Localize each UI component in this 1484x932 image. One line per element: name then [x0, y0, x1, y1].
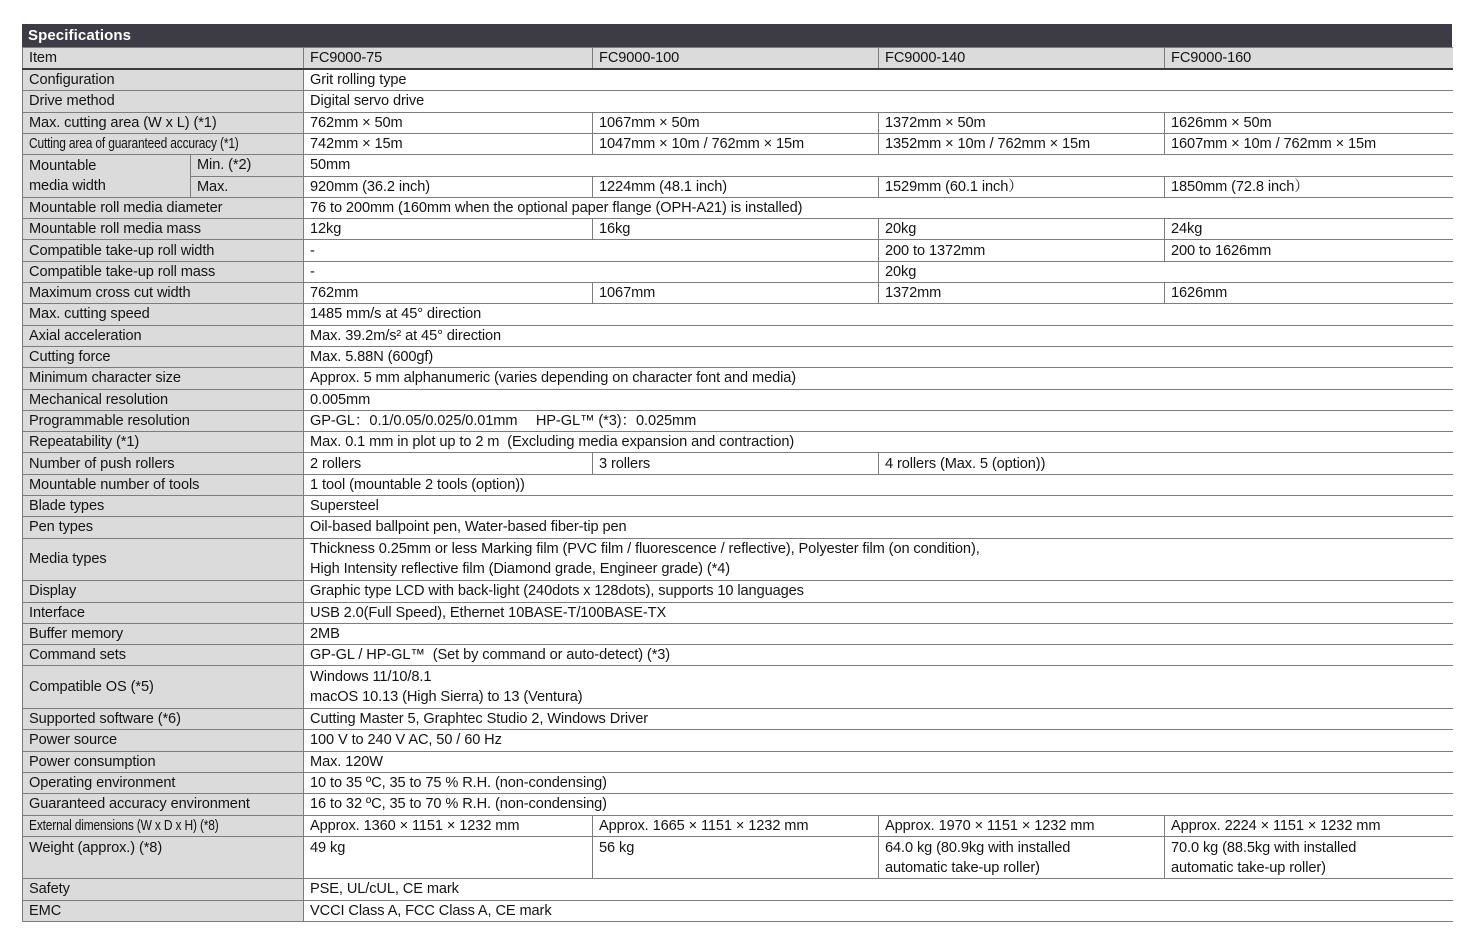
spec-value-cell [879, 836, 1165, 879]
spec-label-cell [23, 112, 304, 133]
spec-value-cell [304, 134, 593, 155]
specifications-sheet [22, 24, 1452, 922]
cell-text: Number of push rollers [29, 455, 175, 472]
spec-value-cell [593, 134, 879, 155]
spec-value-cell [879, 453, 1453, 474]
cell-text: Grit rolling type [310, 72, 407, 89]
cell-text: Power source [29, 732, 118, 749]
cell-text: GP-GL：0.1/0.05/0.025/0.01mm HP-GL™ (*3)：0.025mm [310, 412, 697, 429]
cell-text: - [310, 263, 315, 280]
cell-text: Cutting force [29, 349, 111, 366]
cell-text: Axial acceleration [29, 327, 142, 344]
cell-text: 70.0 kg (88.5kg with installed automatic take-up roller) [1171, 839, 1357, 876]
cell-text: Maximum cross cut width [29, 285, 191, 302]
cell-text: FC9000-100 [599, 50, 680, 66]
cell-text: Max. 120W [310, 753, 383, 770]
cell-text: Mechanical resolution [29, 391, 169, 408]
cell-text: Blade types [29, 498, 105, 515]
spec-label-cell [23, 48, 304, 70]
spec-label-cell [23, 496, 304, 517]
cell-text: Mountable roll media diameter [29, 199, 223, 216]
spec-label-cell [23, 304, 304, 325]
spec-label-cell [23, 197, 304, 218]
spec-value-cell [304, 474, 1453, 495]
spec-value-cell [304, 666, 1453, 709]
spec-label-cell [23, 240, 304, 261]
cell-text: Max. 0.1 mm in plot up to 2 m (Excluding media expansion and contraction) [310, 434, 795, 451]
cell-text: Supported software (*6) [29, 711, 181, 728]
spec-value-cell [304, 197, 1453, 218]
spec-value-cell [304, 623, 1453, 644]
spec-value-cell [879, 176, 1165, 197]
cell-text: Approx. 2224 × 1151 × 1232 mm [1171, 817, 1381, 834]
spec-label-cell [23, 134, 304, 155]
spec-value-cell [1165, 176, 1453, 197]
specifications-title-bar [22, 24, 1452, 47]
cell-text: PSE, UL/cUL, CE mark [310, 881, 459, 898]
cell-text: Operating environment [29, 774, 176, 791]
spec-label-cell [23, 623, 304, 644]
cell-text: Max. cutting area (W x L) (*1) [29, 114, 217, 131]
spec-label-cell [23, 389, 304, 410]
cell-text: 3 rollers [599, 455, 651, 472]
spec-value-cell [879, 112, 1165, 133]
spec-label-cell [23, 517, 304, 538]
cell-text: Item [29, 50, 57, 66]
cell-text: 4 rollers (Max. 5 (option)) [885, 455, 1046, 472]
cell-text: Mountable number of tools [29, 476, 200, 493]
cell-text: 16 to 32 ºC, 35 to 70 % R.H. (non-condensing) [310, 796, 607, 813]
cell-text: 2MB [310, 625, 340, 642]
cell-text: 1372mm [885, 285, 942, 302]
cell-text: Minimum character size [29, 370, 181, 387]
spec-value-cell [304, 283, 593, 304]
cell-text: Mountable media width [29, 157, 106, 195]
cell-text: Compatible take-up roll mass [29, 263, 216, 280]
cell-text: 50mm [310, 157, 351, 174]
cell-text: 920mm (36.2 inch) [310, 178, 430, 195]
spec-label-cell [191, 155, 304, 176]
spec-label-cell [23, 410, 304, 431]
cell-text: Max. 5.88N (600gf) [310, 349, 434, 366]
spec-value-cell [304, 794, 1453, 815]
spec-value-cell [304, 581, 1453, 602]
spec-value-cell [304, 155, 1453, 176]
spec-label-cell [23, 155, 191, 198]
cell-text: 100 V to 240 V AC, 50 / 60 Hz [310, 732, 502, 749]
spec-label-cell [23, 368, 304, 389]
cell-text: Compatible take-up roll width [29, 242, 215, 259]
spec-value-cell [593, 112, 879, 133]
spec-label-cell [23, 879, 304, 900]
cell-text: Max. cutting speed [29, 306, 150, 323]
cell-text: Display [29, 583, 77, 600]
cell-text: Digital servo drive [310, 93, 425, 110]
spec-label-cell [23, 645, 304, 666]
spec-value-cell [304, 219, 593, 240]
cell-text: 1224mm (48.1 inch) [599, 178, 727, 195]
cell-text: GP-GL / HP-GL™ (Set by command or auto-detect) (*3) [310, 647, 671, 664]
spec-value-cell [1165, 134, 1453, 155]
cell-text: Drive method [29, 93, 115, 110]
spec-value-cell [304, 176, 593, 197]
cell-text: 762mm × 50m [310, 114, 403, 131]
cell-text: External dimensions (W x D x H) (*8) [29, 817, 219, 834]
spec-value-cell [593, 836, 879, 879]
spec-label-cell [23, 69, 304, 91]
page-title: Specifications [28, 27, 132, 44]
cell-text: Compatible OS (*5) [29, 679, 154, 696]
spec-value-cell [304, 453, 593, 474]
cell-text: Max. [197, 178, 229, 195]
spec-value-cell [304, 602, 1453, 623]
cell-text: 1626mm [1171, 285, 1228, 302]
spec-value-cell [593, 176, 879, 197]
spec-value-cell [879, 134, 1165, 155]
spec-label-cell [23, 219, 304, 240]
spec-value-cell [304, 772, 1453, 793]
spec-value-cell [304, 815, 593, 836]
spec-label-cell [23, 772, 304, 793]
cell-text: 1067mm [599, 285, 656, 302]
cell-text: Repeatability (*1) [29, 434, 140, 451]
cell-text: 1067mm × 50m [599, 114, 700, 131]
spec-value-cell [304, 368, 1453, 389]
spec-value-cell [879, 219, 1165, 240]
cell-text: Graphic type LCD with back-light (240dots x 128dots), supports 10 languages [310, 583, 804, 600]
cell-text: Max. 39.2m/s² at 45° direction [310, 327, 502, 344]
cell-text: 200 to 1626mm [1171, 242, 1272, 259]
spec-label-cell [23, 709, 304, 730]
spec-value-cell [304, 410, 1453, 431]
cell-text: Approx. 1970 × 1151 × 1232 mm [885, 817, 1095, 834]
spec-value-cell [304, 709, 1453, 730]
spec-value-cell [879, 240, 1165, 261]
cell-text: 762mm [310, 285, 359, 302]
spec-value-cell [1165, 219, 1453, 240]
spec-value-cell [1165, 815, 1453, 836]
spec-value-cell [304, 432, 1453, 453]
cell-text: 1607mm × 10m / 762mm × 15m [1171, 136, 1377, 153]
cell-text: Min. (*2) [197, 157, 252, 174]
cell-text: 1352mm × 10m / 762mm × 15m [885, 136, 1091, 153]
cell-text: Mountable roll media mass [29, 221, 201, 238]
cell-text: Approx. 1665 × 1151 × 1232 mm [599, 817, 809, 834]
cell-text: 1529mm (60.1 inch） [885, 178, 1023, 195]
spec-table [22, 47, 1453, 922]
spec-value-cell [304, 879, 1453, 900]
cell-text: Programmable resolution [29, 412, 190, 429]
cell-text: Approx. 1360 × 1151 × 1232 mm [310, 817, 520, 834]
spec-value-cell [304, 91, 1453, 112]
cell-text: FC9000-140 [885, 50, 966, 66]
cell-text: 20kg [885, 221, 917, 238]
spec-value-cell [304, 900, 1453, 921]
spec-label-cell [23, 794, 304, 815]
cell-text: - [310, 242, 315, 259]
cell-text: 64.0 kg (80.9kg with installed automatic take-up roller) [885, 839, 1071, 876]
cell-text: Supersteel [310, 498, 379, 515]
spec-label-cell [23, 666, 304, 709]
cell-text: Oil-based ballpoint pen, Water-based fiber-tip pen [310, 519, 627, 536]
spec-label-cell [23, 836, 304, 879]
spec-value-cell [304, 304, 1453, 325]
cell-text: Power consumption [29, 753, 156, 770]
spec-value-cell [304, 325, 1453, 346]
cell-text: 1 tool (mountable 2 tools (option)) [310, 476, 525, 493]
spec-value-cell [879, 283, 1165, 304]
cell-text: 1372mm × 50m [885, 114, 986, 131]
spec-value-cell [879, 261, 1453, 282]
cell-text: Media types [29, 551, 107, 568]
spec-value-cell [593, 219, 879, 240]
spec-label-cell [191, 176, 304, 197]
cell-text: 1626mm × 50m [1171, 114, 1272, 131]
spec-value-cell [593, 283, 879, 304]
spec-label-cell [23, 602, 304, 623]
cell-text: 49 kg [310, 839, 346, 856]
spec-value-cell [1165, 112, 1453, 133]
cell-text: 20kg [885, 263, 917, 280]
cell-text: Approx. 5 mm alphanumeric (varies depending on character font and media) [310, 370, 797, 387]
spec-value-cell [304, 730, 1453, 751]
spec-label-cell [1165, 48, 1453, 70]
cell-text: 0.005mm [310, 391, 371, 408]
spec-label-cell [23, 346, 304, 367]
spec-value-cell [304, 645, 1453, 666]
cell-text: Weight (approx.) (*8) [29, 839, 163, 856]
spec-value-cell [304, 538, 1453, 581]
spec-value-cell [1165, 283, 1453, 304]
spec-label-cell [23, 581, 304, 602]
cell-text: FC9000-160 [1171, 50, 1252, 66]
spec-value-cell [304, 389, 1453, 410]
cell-text: Buffer memory [29, 625, 124, 642]
spec-value-cell [593, 815, 879, 836]
spec-value-cell [304, 496, 1453, 517]
spec-value-cell [304, 346, 1453, 367]
spec-label-cell [23, 815, 304, 836]
spec-label-cell [593, 48, 879, 70]
cell-text: Configuration [29, 72, 115, 89]
cell-text: 12kg [310, 221, 342, 238]
cell-text: Thickness 0.25mm or less Marking film (PVC film / fluorescence / reflective), Polyester film (on condition), High Intensity reflective film (Diamond grade, Engineer grade) (*4) [310, 541, 980, 578]
cell-text: EMC [29, 902, 62, 919]
spec-value-cell [879, 815, 1165, 836]
cell-text: FC9000-75 [310, 50, 383, 66]
cell-text: Cutting area of guaranteed accuracy (*1) [29, 136, 239, 153]
cell-text: VCCI Class A, FCC Class A, CE mark [310, 902, 552, 919]
cell-text: Guaranteed accuracy environment [29, 796, 250, 813]
cell-text: Cutting Master 5, Graphtec Studio 2, Windows Driver [310, 711, 649, 728]
cell-text: 1047mm × 10m / 762mm × 15m [599, 136, 805, 153]
cell-text: 24kg [1171, 221, 1203, 238]
spec-value-cell [304, 240, 879, 261]
spec-value-cell [304, 69, 1453, 91]
spec-label-cell [304, 48, 593, 70]
spec-label-cell [23, 325, 304, 346]
cell-text: 10 to 35 ºC, 35 to 75 % R.H. (non-condensing) [310, 774, 607, 791]
spec-value-cell [304, 261, 879, 282]
cell-text: Pen types [29, 519, 94, 536]
cell-text: Safety [29, 881, 70, 898]
spec-label-cell [23, 261, 304, 282]
spec-label-cell [23, 538, 304, 581]
spec-label-cell [23, 432, 304, 453]
spec-label-cell [23, 91, 304, 112]
cell-text: USB 2.0(Full Speed), Ethernet 10BASE-T/100BASE-TX [310, 604, 667, 621]
spec-value-cell [304, 112, 593, 133]
spec-label-cell [23, 730, 304, 751]
cell-text: 56 kg [599, 839, 635, 856]
spec-value-cell [1165, 836, 1453, 879]
cell-text: 76 to 200mm (160mm when the optional paper flange (OPH-A21) is installed) [310, 199, 803, 216]
cell-text: 16kg [599, 221, 631, 238]
cell-text: 742mm × 15m [310, 136, 403, 153]
spec-value-cell [593, 453, 879, 474]
spec-value-cell [304, 751, 1453, 772]
spec-label-cell [23, 453, 304, 474]
spec-label-cell [23, 900, 304, 921]
cell-text: 1850mm (72.8 inch） [1171, 178, 1309, 195]
spec-value-cell [304, 836, 593, 879]
spec-table-body [23, 48, 1453, 922]
spec-value-cell [304, 517, 1453, 538]
cell-text: Command sets [29, 647, 126, 664]
cell-text: 2 rollers [310, 455, 362, 472]
cell-text: Interface [29, 604, 85, 621]
spec-label-cell [23, 283, 304, 304]
cell-text: 1485 mm/s at 45° direction [310, 306, 482, 323]
spec-label-cell [23, 751, 304, 772]
spec-label-cell [23, 474, 304, 495]
spec-value-cell [1165, 240, 1453, 261]
cell-text: Windows 11/10/8.1 macOS 10.13 (High Sierra) to 13 (Ventura) [310, 669, 583, 706]
cell-text: 200 to 1372mm [885, 242, 986, 259]
spec-label-cell [879, 48, 1165, 70]
